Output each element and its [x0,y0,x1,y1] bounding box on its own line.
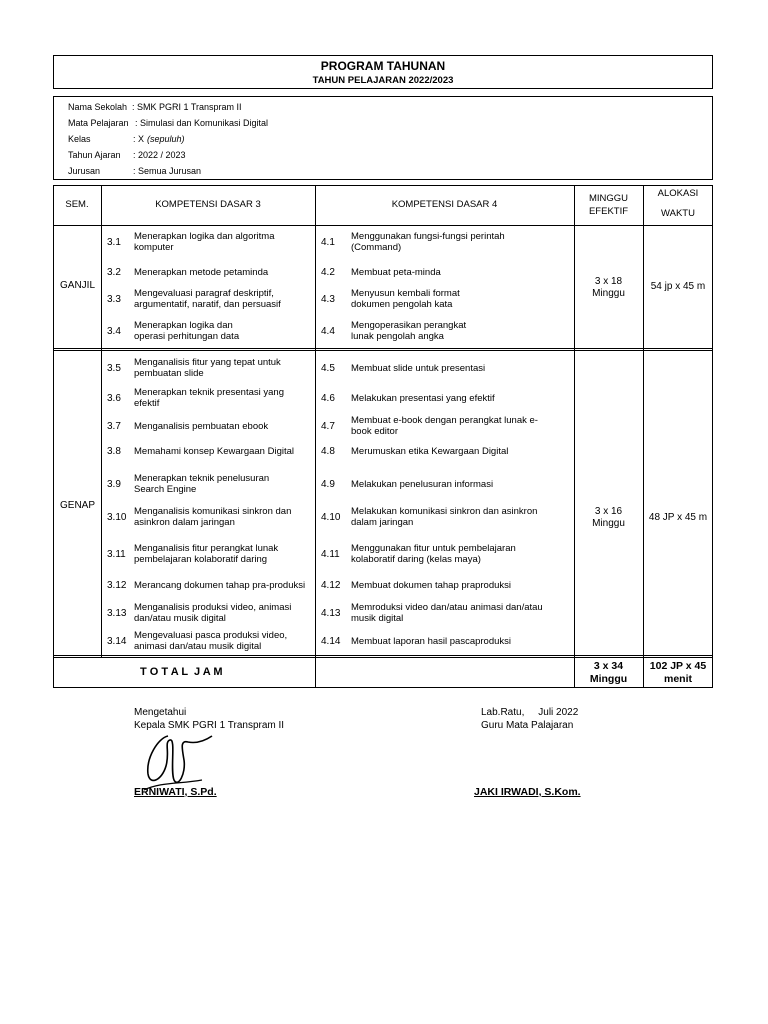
ganjil-alokasi: 54 jp x 45 m [650,281,706,292]
ganjil-minggu-unit: Minggu [592,288,625,299]
ganjil-minggu: 3 x 18 [594,276,623,287]
total-minggu: 3 x 34 [593,660,624,672]
semester-genap: GENAP [60,500,96,511]
kd4-text: Membuat e-book dengan perangkat lunak e- [351,415,538,426]
kd3-text: Menerapkan logika dan algoritma [134,231,275,242]
info-value-note: (sepuluh) [147,134,185,144]
info-value-text: : X [133,134,145,144]
kd4-text: Melakukan komunikasi sinkron dan asinkron [351,506,538,517]
table-divider [574,185,575,688]
header-alokasi: ALOKASI [657,188,699,199]
kd4-number: 4.12 [321,580,341,591]
kd3-text: Menerapkan teknik presentasi yang [134,387,284,398]
kd3-number: 3.6 [107,393,121,404]
header-minggu: MINGGU [588,193,629,204]
kd3-text: Menganalisis komunikasi sinkron dan [134,506,292,517]
kd4-text: Melakukan penelusuran informasi [351,478,494,490]
total-divider [53,655,713,658]
genap-minggu: 3 x 16 [594,506,623,517]
title-box [53,55,713,89]
kd3-number: 3.2 [107,267,121,278]
kd4-text: dalam jaringan [351,517,414,528]
document-subtitle: TAHUN PELAJARAN 2022/2023 [312,75,454,86]
kd3-text: Menganalisis produksi video, animasi [134,602,292,613]
kd4-text: Melakukan presentasi yang efektif [351,392,495,404]
kd4-text: lunak pengolah angka [351,331,444,342]
header-sem: SEM. [65,199,89,210]
kd4-number: 4.2 [321,267,335,278]
kd3-text: Menerapkan metode petaminda [134,266,269,278]
sig-left-name: ERNIWATI, S.Pd. [134,786,217,798]
kd3-text: animasi dan/atau musik digital [134,641,262,652]
info-value-text: : Simulasi dan Komunikasi Digital [135,118,269,128]
info-value [133,150,186,160]
kd4-number: 4.3 [321,294,335,305]
kd3-number: 3.5 [107,363,121,374]
kd3-text: Menganalisis pembuatan ebook [134,420,269,432]
kd4-number: 4.11 [321,549,340,560]
kd3-text: Menerapkan teknik penelusuran [134,473,270,484]
signature-scribble [140,730,220,792]
header-divider [53,225,713,226]
kd4-text: dokumen pengolah kata [351,299,453,310]
kd4-text: Menggunakan fungsi-fungsi perintah [351,231,505,242]
kd3-number: 3.3 [107,294,121,305]
kd3-number: 3.7 [107,421,121,432]
kd3-text: Merancang dokumen tahap pra-produksi [134,579,306,591]
kd3-text: efektif [134,398,160,409]
kd4-text: Merumuskan etika Kewargaan Digital [351,445,509,457]
kd4-number: 4.13 [321,608,341,619]
kd3-text: Mengevaluasi paragraf deskriptif, [134,288,274,299]
total-minggu-unit: Minggu [589,673,628,685]
kd3-number: 3.9 [107,479,121,490]
kd3-text: dan/atau musik digital [134,613,226,624]
kd4-number: 4.4 [321,326,335,337]
genap-minggu-unit: Minggu [592,518,625,529]
kd4-text: Menyusun kembali format [351,288,460,299]
header-efektif: EFEKTIF [588,206,629,217]
kd3-text: Menganalisis fitur perangkat lunak [134,543,279,554]
kd4-number: 4.10 [321,512,341,523]
kd4-text: Membuat laporan hasil pascaproduksi [351,635,512,647]
kd3-number: 3.10 [107,512,127,523]
kd3-text: komputer [134,242,174,253]
kd4-number: 4.7 [321,421,335,432]
kd4-text: Menggunakan fitur untuk pembelajaran [351,543,516,554]
kd4-text: Membuat peta-minda [351,266,441,278]
kd3-text: Mengevaluasi pasca produksi video, [134,630,288,641]
kd3-text: pembelajaran kolaboratif daring [134,554,268,565]
total-alokasi-unit: menit [663,673,692,685]
kd4-number: 4.14 [321,636,341,647]
kd4-text: book editor [351,426,399,437]
info-value [132,102,242,112]
table-divider [315,185,316,688]
kd3-text: Memahami konsep Kewargaan Digital [134,445,294,457]
kd3-text: Menerapkan logika dan [134,320,233,331]
kd4-number: 4.9 [321,479,335,490]
kd3-text: Menganalisis fitur yang tepat untuk [134,357,281,368]
kd4-text: (Command) [351,242,402,253]
kd3-number: 3.1 [107,237,121,248]
kd4-number: 4.6 [321,393,335,404]
kd3-number: 3.13 [107,608,127,619]
kd3-text: argumentatif, naratif, dan persuasif [134,299,281,310]
document-title: PROGRAM TAHUNAN [320,59,446,73]
kd3-number: 3.12 [107,580,127,591]
kd4-text: Membuat dokumen tahap praproduksi [351,579,512,591]
info-value [133,166,201,176]
info-label: Nama Sekolah [68,102,128,112]
kd3-text: asinkron dalam jaringan [134,517,235,528]
sig-right-line1: Lab.Ratu, Juli 2022 [481,707,579,718]
info-value-text: : Semua Jurusan [133,166,202,176]
info-value [135,118,268,128]
genap-alokasi: 48 JP x 45 m [648,512,708,523]
kd4-text: kolaboratif daring (kelas maya) [351,554,481,565]
total-alokasi: 102 JP x 45 [649,660,707,672]
kd4-number: 4.1 [321,237,335,248]
kd4-number: 4.5 [321,363,335,374]
info-label: Jurusan [68,166,101,176]
total-label: T O T A L J A M [140,666,223,678]
kd4-text: Membuat slide untuk presentasi [351,362,486,374]
sig-right-line2: Guru Mata Palajaran [481,720,574,731]
header-kd3: KOMPETENSI DASAR 3 [155,199,261,210]
kd3-number: 3.14 [107,636,127,647]
sig-right-name: JAKI IRWADI, S.Kom. [474,786,581,798]
kd4-text: Memroduksi video dan/atau animasi dan/atau [351,602,543,613]
kd3-number: 3.4 [107,326,121,337]
kd3-text: operasi perhitungan data [134,331,240,342]
semester-ganjil: GANJIL [60,280,96,291]
header-kd4: KOMPETENSI DASAR 4 [391,199,498,210]
sig-left-line1: Mengetahui [134,707,187,718]
kd4-text: musik digital [351,613,404,624]
info-value [133,134,185,144]
info-value-text: : SMK PGRI 1 Transpram II [132,102,242,112]
table-divider [643,185,644,688]
semester-divider [53,348,713,351]
info-box [53,96,713,180]
kd3-number: 3.8 [107,446,121,457]
kd4-text: Mengoperasikan perangkat [351,320,467,331]
info-label: Tahun Ajaran [68,150,121,160]
kd3-text: pembuatan slide [134,368,204,379]
kd3-number: 3.11 [107,549,126,560]
info-label: Mata Pelajaran [68,118,129,128]
info-label: Kelas [68,134,91,144]
kd3-text: Search Engine [134,484,197,495]
header-waktu: WAKTU [661,208,695,219]
sig-left-line2: Kepala SMK PGRI 1 Transpram II [134,720,285,731]
info-value-text: : 2022 / 2023 [133,150,186,160]
table-divider [101,185,102,657]
kd4-number: 4.8 [321,446,335,457]
